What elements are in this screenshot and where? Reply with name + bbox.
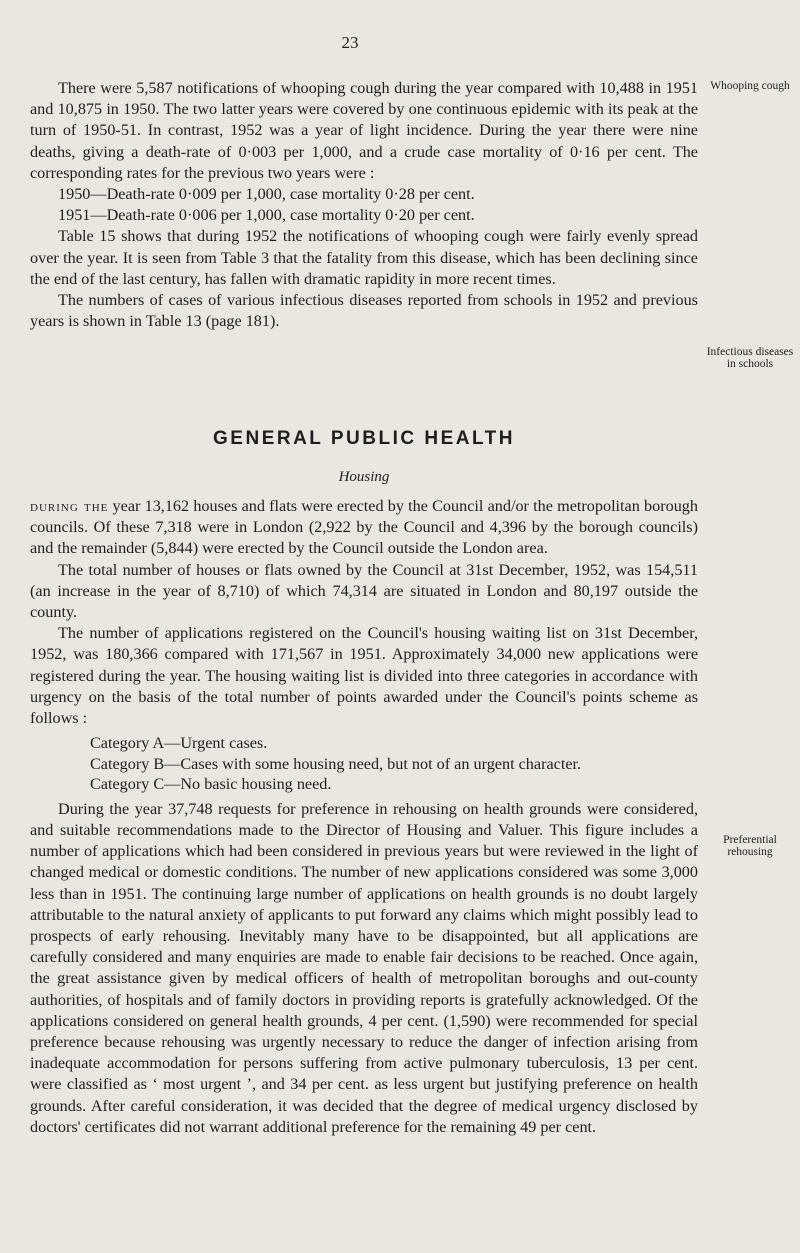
housing-paragraph-2: The total number of houses or flats owned by the Council at 31st December, 1952, was 154,511 (an increase in the year of 8,710) of which 74,314 are situated in London and 80,197 outside the county. (30, 560, 698, 622)
category-c: Category C—No basic housing need. (90, 775, 332, 794)
margin-note-whooping-cough: Whooping cough (710, 80, 790, 92)
previous-years-rates (30, 184, 698, 226)
housing-paragraph-4: During the year 37,748 requests for preference in rehousing on health grounds were considered, and suitable recommendations made to the Director of Housing and Valuer. This figure includes a number of applications which had been considered in previous years but were reviewed in the light of changed medical or domestic conditions. The number of new applications considered was some 3,000 less than in 1951. The continuing large number of applications on health grounds is no doubt largely attributable to the natural anxiety of applicants to put forward any claims which might possibly lead to prospects of early rehousing. Inevitably many have to be disappointed, but all applications are carefully considered and many enquiries are made to enable fair decisions to be reached. Once again, the great assistance given by medical officers of health of metropolitan boroughs and out-county authorities, of hospitals and of family doctors in providing reports is gratefully acknowledged. Of the applications considered on general health grounds, 4 per cent. (1,590) were recommended for special preference because rehousing was urgently necessary to reduce the danger of infection arising from inadequate accommodation for persons suffering from active pulmonary tuberculosis, 13 per cent. were classified as ‘ most urgent ’, and 34 per cent. as less urgent but justifying preference on health grounds. After careful consideration, it was decided that the degree of medical urgency disclosed by doctors' certificates did not warrant additional preference for the remaining 49 per cent. (30, 799, 698, 1136)
page-number: 23 (341, 33, 359, 52)
housing-paragraph-1 (30, 496, 698, 560)
whooping-cough-section (30, 78, 698, 332)
category-list (30, 733, 698, 795)
rate-1950: 1950—Death-rate 0·009 per 1,000, case mortality 0·28 per cent. (58, 185, 475, 204)
lead-in-smallcaps: during the (30, 497, 109, 515)
whooping-paragraph-1: There were 5,587 notifications of whooping cough during the year compared with 10,488 in 1951 and 10,875 in 1950. The two latter years were covered by one continuous epidemic with its peak at the turn of 1950-51. In contrast, 1952 was a year of light incidence. During the year there were nine deaths, giving a death-rate of 0·003 per 1,000, and a crude case mortality of 0·16 per cent. The corresponding rates for the previous two years were : (30, 79, 698, 182)
section-title: GENERAL PUBLIC HEALTH (213, 428, 515, 449)
margin-note-preferential-rehousing: Preferential rehousing (723, 834, 777, 858)
housing-paragraph-1-text: year 13,162 houses and flats were erected by the Council and/or the metropolitan borough councils. Of these 7,318 were in London (2,922 by the Council and 4,396 by the borough councils) and the remainder (5,844) were erected by the Council outside the London area. (30, 497, 698, 558)
rate-1951: 1951—Death-rate 0·006 per 1,000, case mortality 0·20 per cent. (58, 206, 475, 225)
whooping-paragraph-2: Table 15 shows that during 1952 the notifications of whooping cough were fairly evenly spread over the year. It is seen from Table 3 that the fatality from this disease, which has been declining since the end of the last century, has fallen with dramatic rapidity in more recent times. (30, 227, 698, 288)
housing-subheading: Housing (338, 469, 390, 485)
housing-paragraph-3: The number of applications registered on the Council's housing waiting list on 31st December, 1952, was 180,366 compared with 171,567 in 1951. Approximately 34,000 new applications were registered during the year. The housing waiting list is divided into three categories in accordance with urgency on the basis of the total number of points awarded under the Council's points scheme as follows : (30, 624, 698, 728)
schools-paragraph: The numbers of cases of various infectious diseases reported from schools in 1952 and previous years is shown in Table 13 (page 181). (30, 291, 698, 331)
category-b: Category B—Cases with some housing need, but not of an urgent character. (90, 754, 582, 773)
housing-section (30, 496, 698, 1138)
category-a: Category A—Urgent cases. (90, 734, 268, 753)
margin-note-infectious-diseases: Infectious diseases in schools (706, 346, 794, 370)
